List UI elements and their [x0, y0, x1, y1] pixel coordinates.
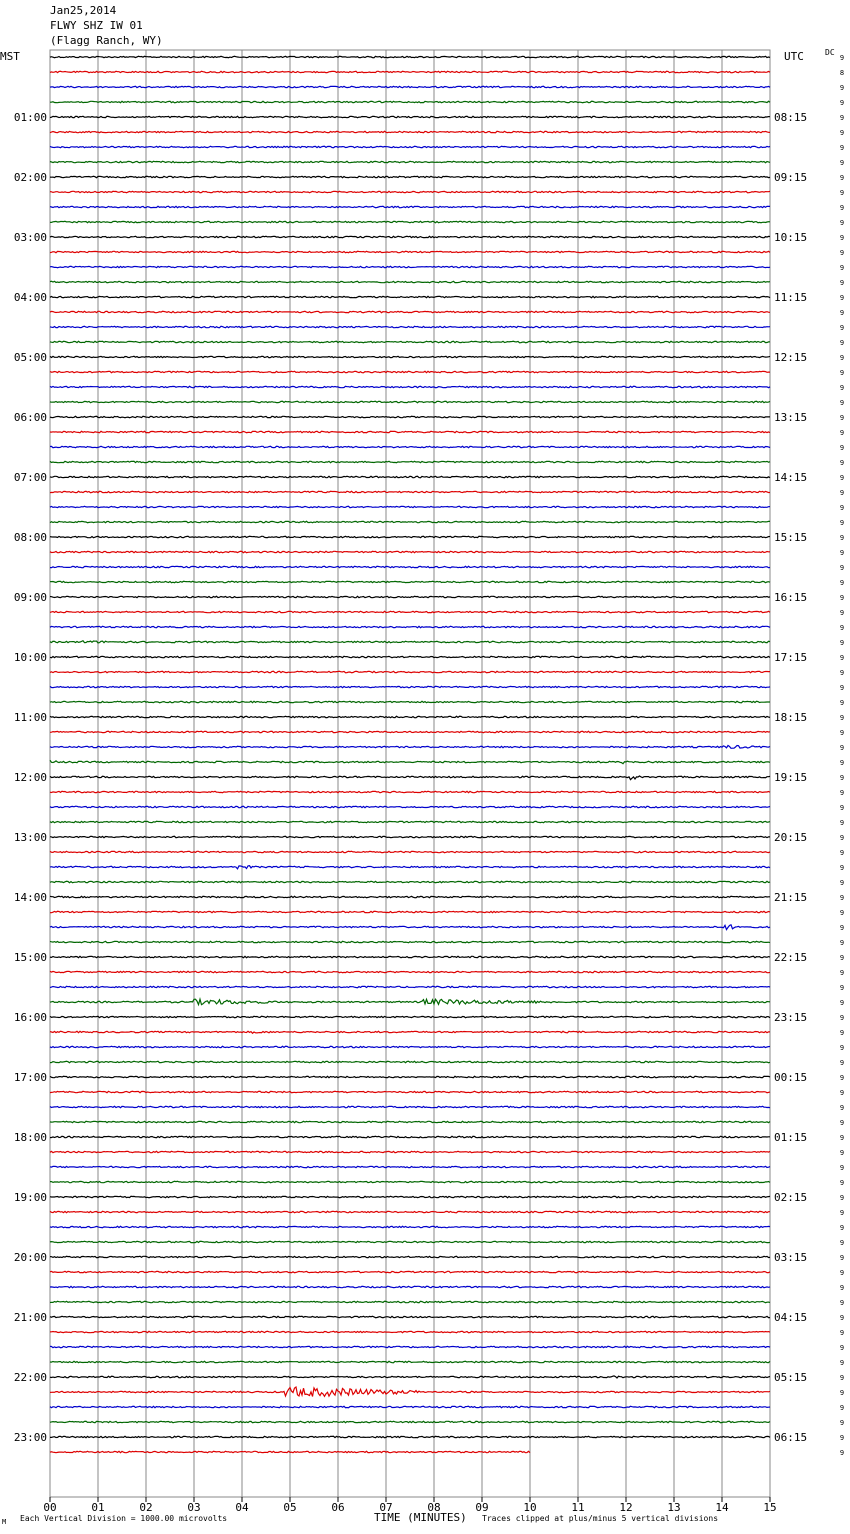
trace-row [50, 746, 770, 749]
trace-row [50, 941, 770, 942]
dc-offset-label: 9 [839, 114, 845, 122]
dc-offset-label: 9 [839, 624, 845, 632]
trace-row [50, 866, 770, 869]
trace-row [50, 956, 770, 957]
dc-offset-label: 9 [839, 774, 845, 782]
trace-row [50, 86, 770, 87]
trace-row [50, 71, 770, 72]
trace-row [50, 671, 770, 672]
trace-row [50, 701, 770, 702]
dc-offset-label: 9 [839, 984, 845, 992]
trace-row [50, 896, 770, 897]
right-hour-label: 16:15 [774, 591, 808, 604]
trace-row [50, 986, 770, 987]
right-hour-label: 22:15 [774, 951, 808, 964]
dc-header-label: DC [825, 48, 835, 57]
dc-offset-label: 9 [839, 684, 845, 692]
right-hour-label: 12:15 [774, 351, 808, 364]
dc-offset-label: 9 [839, 1074, 845, 1082]
dc-offset-label: 9 [839, 369, 845, 377]
dc-offset-label: 9 [839, 669, 845, 677]
left-hour-label: 15:00 [13, 951, 47, 964]
dc-offset-label: 9 [839, 759, 845, 767]
right-hour-label: 23:15 [774, 1011, 808, 1024]
trace-row [50, 1016, 770, 1017]
trace-row [50, 536, 770, 537]
trace-row [50, 1241, 770, 1242]
right-hour-label: 20:15 [774, 831, 808, 844]
dc-offset-label: 9 [839, 204, 845, 212]
trace-row [50, 266, 770, 267]
dc-offset-label: 9 [839, 1029, 845, 1037]
trace-row [50, 1136, 770, 1137]
left-hour-label: 16:00 [13, 1011, 47, 1024]
trace-row [50, 146, 770, 147]
trace-row [50, 311, 770, 312]
trace-row [50, 281, 770, 282]
right-hour-label: 00:15 [774, 1071, 808, 1084]
trace-row [50, 1166, 770, 1167]
dc-offset-label: 9 [839, 354, 845, 362]
dc-offset-label: 9 [839, 504, 845, 512]
dc-offset-label: 9 [839, 444, 845, 452]
dc-offset-label: 9 [839, 189, 845, 197]
trace-row [50, 1151, 770, 1152]
left-hour-label: 14:00 [13, 891, 47, 904]
trace-row [50, 521, 770, 522]
corner-mark: M [2, 1518, 7, 1526]
dc-offset-label: 9 [839, 1014, 845, 1022]
right-hour-label: 01:15 [774, 1131, 808, 1144]
dc-offset-label: 9 [839, 1389, 845, 1397]
dc-offset-label: 9 [839, 714, 845, 722]
trace-row [50, 776, 770, 780]
x-tick-label: 01 [91, 1501, 105, 1514]
dc-offset-label: 9 [839, 1179, 845, 1187]
dc-offset-label: 9 [839, 1194, 845, 1202]
dc-offset-label: 9 [839, 474, 845, 482]
left-hour-label: 23:00 [13, 1431, 47, 1444]
dc-offset-label: 9 [839, 849, 845, 857]
x-tick-label: 10 [523, 1501, 537, 1514]
trace-row [50, 1286, 770, 1287]
trace-row [50, 1346, 770, 1347]
trace-row [50, 881, 770, 882]
dc-offset-label: 9 [839, 1434, 845, 1442]
dc-offset-label: 9 [839, 564, 845, 572]
dc-offset-label: 9 [839, 264, 845, 272]
trace-row [50, 236, 770, 237]
trace-row [50, 1256, 770, 1257]
right-hour-label: 08:15 [774, 111, 808, 124]
x-tick-label: 08 [427, 1501, 441, 1514]
trace-row [50, 176, 770, 177]
dc-offset-label: 9 [839, 1044, 845, 1052]
station-label: FLWY SHZ IW 01 [50, 19, 143, 32]
trace-row [50, 911, 770, 912]
dc-offset-label: 9 [839, 1104, 845, 1112]
dc-offset-label: 9 [839, 1449, 845, 1457]
dc-offset-label: 9 [839, 654, 845, 662]
dc-offset-label: 9 [839, 1329, 845, 1337]
dc-offset-label: 9 [839, 339, 845, 347]
clip-note: Traces clipped at plus/minus 5 vertical divisions [482, 1514, 719, 1523]
dc-offset-label: 9 [839, 954, 845, 962]
trace-row [50, 821, 770, 822]
dc-offset-label: 9 [839, 459, 845, 467]
trace-row [50, 1376, 770, 1378]
left-hour-label: 11:00 [13, 711, 47, 724]
left-hour-label: 02:00 [13, 171, 47, 184]
trace-row [50, 791, 770, 792]
trace-row [50, 1031, 770, 1033]
dc-offset-label: 9 [839, 54, 845, 62]
dc-offset-label: 9 [839, 939, 845, 947]
left-hour-label: 22:00 [13, 1371, 47, 1384]
trace-row [50, 386, 770, 387]
trace-row [50, 1406, 770, 1407]
x-tick-label: 00 [43, 1501, 57, 1514]
x-tick-label: 03 [187, 1501, 201, 1514]
right-hour-label: 04:15 [774, 1311, 808, 1324]
left-hour-label: 08:00 [13, 531, 47, 544]
trace-row [50, 1387, 770, 1397]
dc-offset-label: 9 [839, 219, 845, 227]
trace-row [50, 116, 770, 117]
dc-offset-label: 8 [839, 69, 845, 77]
trace-row [50, 731, 770, 732]
left-hour-label: 04:00 [13, 291, 47, 304]
trace-row [50, 1121, 770, 1122]
left-hour-label: 05:00 [13, 351, 47, 364]
dc-offset-label: 9 [839, 549, 845, 557]
left-hour-label: 09:00 [13, 591, 47, 604]
trace-row [50, 401, 770, 402]
x-tick-label: 04 [235, 1501, 249, 1514]
trace-row [50, 836, 770, 837]
left-hour-label: 01:00 [13, 111, 47, 124]
dc-offset-label: 9 [839, 324, 845, 332]
dc-offset-label: 9 [839, 999, 845, 1007]
dc-offset-label: 9 [839, 969, 845, 977]
right-hour-label: 09:15 [774, 171, 808, 184]
x-tick-label: 13 [667, 1501, 681, 1514]
trace-row [50, 806, 770, 808]
trace-row [50, 251, 770, 252]
dc-offset-label: 9 [839, 1344, 845, 1352]
dc-offset-label: 9 [839, 594, 845, 602]
dc-offset-label: 9 [839, 159, 845, 167]
trace-row [50, 1076, 770, 1077]
trace-row [50, 1301, 770, 1302]
trace-row [50, 476, 770, 477]
trace-row [50, 221, 770, 222]
dc-offset-label: 9 [839, 399, 845, 407]
right-hour-label: 21:15 [774, 891, 808, 904]
dc-offset-label: 9 [839, 1284, 845, 1292]
trace-row [50, 446, 770, 447]
trace-row [50, 1421, 770, 1422]
dc-offset-label: 9 [839, 1299, 845, 1307]
left-hour-label: 07:00 [13, 471, 47, 484]
dc-offset-label: 9 [839, 174, 845, 182]
dc-offset-label: 9 [839, 414, 845, 422]
dc-offset-label: 9 [839, 864, 845, 872]
dc-offset-label: 9 [839, 834, 845, 842]
right-hour-label: 11:15 [774, 291, 808, 304]
date-label: Jan25,2014 [50, 4, 117, 17]
x-tick-label: 05 [283, 1501, 297, 1514]
dc-offset-label: 9 [839, 234, 845, 242]
right-hour-label: 06:15 [774, 1431, 808, 1444]
trace-row [50, 341, 770, 342]
x-tick-label: 11 [571, 1501, 585, 1514]
dc-offset-label: 9 [839, 909, 845, 917]
trace-row [50, 760, 770, 764]
x-tick-label: 12 [619, 1501, 633, 1514]
right-hour-label: 17:15 [774, 651, 808, 664]
dc-offset-label: 9 [839, 729, 845, 737]
dc-offset-label: 9 [839, 534, 845, 542]
trace-row [50, 716, 770, 717]
dc-offset-label: 9 [839, 384, 845, 392]
right-timezone-label: UTC [784, 50, 804, 63]
trace-row [50, 566, 770, 567]
trace-row [50, 101, 770, 102]
trace-row [50, 626, 770, 627]
trace-row [50, 1316, 770, 1317]
dc-offset-label: 9 [839, 429, 845, 437]
dc-offset-label: 9 [839, 129, 845, 137]
x-axis-label: TIME (MINUTES) [374, 1511, 467, 1524]
dc-offset-label: 9 [839, 1404, 845, 1412]
trace-row [50, 1091, 770, 1092]
trace-row [50, 356, 770, 357]
dc-offset-label: 9 [839, 804, 845, 812]
right-hour-label: 05:15 [774, 1371, 808, 1384]
dc-offset-label: 9 [839, 1134, 845, 1142]
dc-offset-label: 9 [839, 789, 845, 797]
left-hour-label: 10:00 [13, 651, 47, 664]
dc-offset-label: 9 [839, 1314, 845, 1322]
dc-offset-label: 9 [839, 579, 845, 587]
trace-row [50, 596, 770, 597]
trace-row [50, 416, 770, 417]
left-hour-label: 19:00 [13, 1191, 47, 1204]
dc-offset-label: 9 [839, 819, 845, 827]
dc-offset-label: 9 [839, 1419, 845, 1427]
trace-row [50, 1181, 770, 1182]
trace-row [50, 1436, 770, 1437]
dc-offset-label: 9 [839, 1059, 845, 1067]
dc-offset-label: 9 [839, 519, 845, 527]
right-hour-label: 19:15 [774, 771, 808, 784]
trace-row [50, 581, 770, 582]
trace-row [50, 641, 770, 643]
dc-offset-label: 9 [839, 294, 845, 302]
trace-row [50, 191, 770, 192]
trace-row [50, 56, 770, 57]
trace-row [50, 1331, 770, 1332]
dc-offset-label: 9 [839, 279, 845, 287]
dc-offset-label: 9 [839, 924, 845, 932]
dc-offset-label: 9 [839, 1119, 845, 1127]
dc-offset-label: 9 [839, 99, 845, 107]
trace-row [50, 131, 770, 132]
trace-row [50, 971, 770, 972]
vertical-division-note: Each Vertical Division = 1000.00 microvolts [20, 1514, 228, 1523]
dc-offset-label: 9 [839, 879, 845, 887]
trace-row [50, 851, 770, 852]
dc-offset-label: 9 [839, 84, 845, 92]
dc-offset-label: 9 [839, 609, 845, 617]
trace-row [50, 1211, 770, 1212]
left-hour-label: 03:00 [13, 231, 47, 244]
left-hour-label: 17:00 [13, 1071, 47, 1084]
dc-offset-label: 9 [839, 1149, 845, 1157]
dc-offset-label: 9 [839, 894, 845, 902]
trace-row [50, 1226, 770, 1227]
trace-row [50, 296, 770, 297]
right-hour-label: 14:15 [774, 471, 808, 484]
left-hour-label: 20:00 [13, 1251, 47, 1264]
trace-row [50, 1106, 770, 1107]
left-timezone-label: MST [0, 50, 20, 63]
dc-offset-label: 9 [839, 1239, 845, 1247]
dc-offset-label: 9 [839, 1089, 845, 1097]
dc-offset-label: 9 [839, 489, 845, 497]
dc-offset-label: 9 [839, 1164, 845, 1172]
trace-row [50, 161, 770, 162]
right-hour-label: 10:15 [774, 231, 808, 244]
dc-offset-label: 9 [839, 249, 845, 257]
right-hour-label: 02:15 [774, 1191, 808, 1204]
dc-offset-label: 9 [839, 309, 845, 317]
trace-row [50, 326, 770, 327]
left-hour-label: 06:00 [13, 411, 47, 424]
dc-offset-label: 9 [839, 1224, 845, 1232]
trace-row [50, 999, 770, 1004]
trace-row [50, 686, 770, 687]
x-tick-label: 15 [763, 1501, 777, 1514]
dc-offset-label: 9 [839, 744, 845, 752]
trace-row [50, 1061, 770, 1062]
trace-row [50, 461, 770, 462]
dc-offset-label: 9 [839, 144, 845, 152]
trace-row [50, 371, 770, 372]
x-tick-label: 07 [379, 1501, 393, 1514]
dc-offset-label: 9 [839, 699, 845, 707]
trace-row [50, 656, 770, 657]
right-hour-label: 13:15 [774, 411, 808, 424]
trace-row [50, 1046, 770, 1047]
location-label: (Flagg Ranch, WY) [50, 34, 163, 47]
trace-row [50, 925, 770, 930]
dc-offset-label: 9 [839, 1269, 845, 1277]
x-tick-label: 06 [331, 1501, 345, 1514]
dc-offset-label: 9 [839, 1209, 845, 1217]
trace-row [50, 206, 770, 207]
trace-row [50, 1196, 770, 1197]
x-tick-label: 09 [475, 1501, 489, 1514]
dc-offset-label: 9 [839, 1254, 845, 1262]
trace-row [50, 491, 770, 492]
right-hour-label: 03:15 [774, 1251, 808, 1264]
trace-row [50, 506, 770, 507]
trace-row [50, 1271, 770, 1272]
x-tick-label: 14 [715, 1501, 729, 1514]
left-hour-label: 18:00 [13, 1131, 47, 1144]
x-tick-label: 02 [139, 1501, 153, 1514]
trace-row [50, 551, 770, 552]
trace-row [50, 431, 770, 432]
dc-offset-label: 9 [839, 1359, 845, 1367]
right-hour-label: 18:15 [774, 711, 808, 724]
trace-row [50, 1361, 770, 1362]
dc-offset-label: 9 [839, 1374, 845, 1382]
dc-offset-label: 9 [839, 639, 845, 647]
right-hour-label: 15:15 [774, 531, 808, 544]
left-hour-label: 13:00 [13, 831, 47, 844]
left-hour-label: 21:00 [13, 1311, 47, 1324]
left-hour-label: 12:00 [13, 771, 47, 784]
trace-row [50, 611, 770, 612]
